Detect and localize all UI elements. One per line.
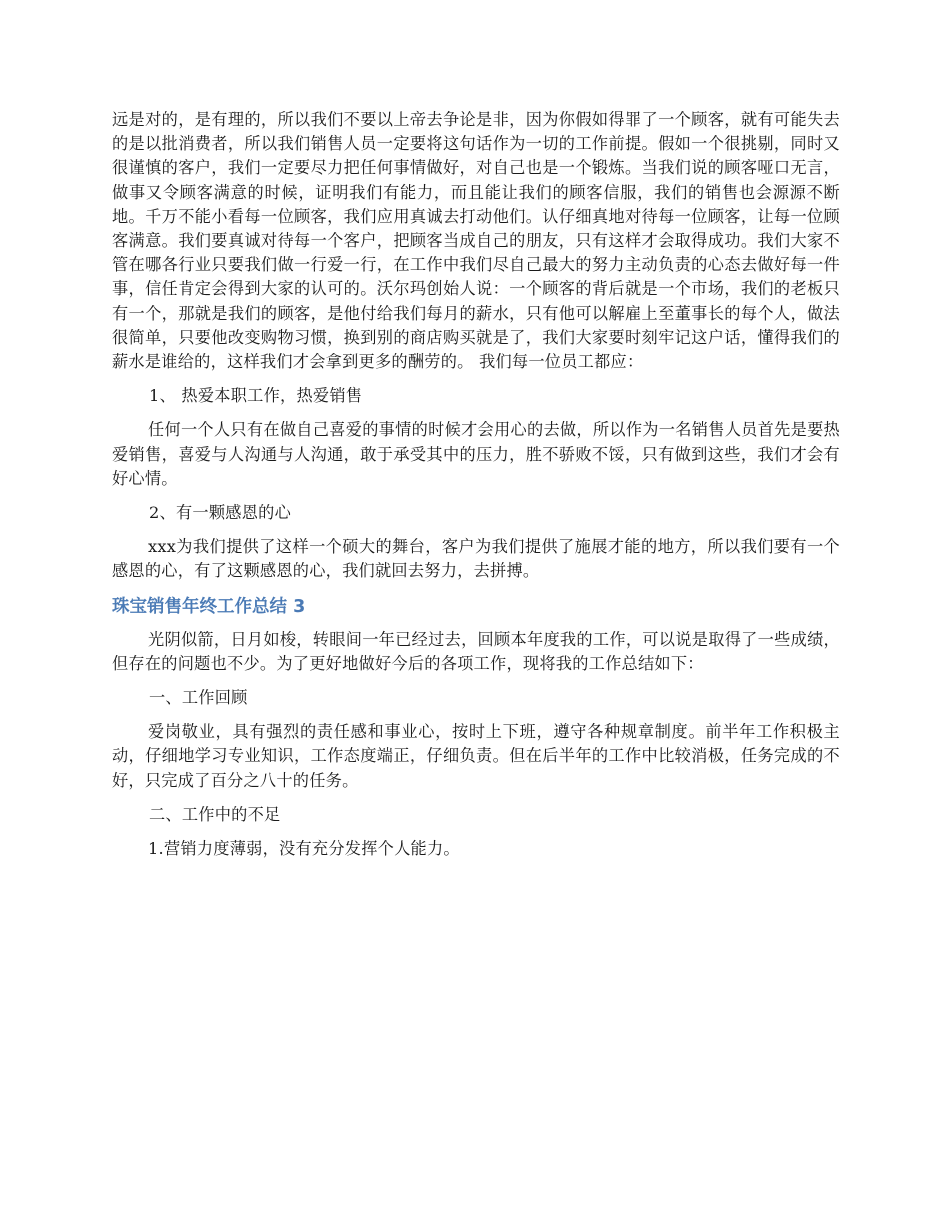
document-page (112, 108, 840, 871)
list-item-body-1: 任何一个人只有在做自己喜爱的事情的时候才会用心的去做，所以作为一名销售人员首先是要热爱销售，喜爱与人沟通与人沟通，敢于承受其中的压力，胜不骄败不馁，只有做到这些，我们才会有好心情。 (112, 420, 840, 488)
list-item-body-2: xxx为我们提供了这样一个硕大的舞台，客户为我们提供了施展才能的地方，所以我们要有一个感恩的心，有了这颗感恩的心，我们就回去努力，去拼搏。 (112, 537, 840, 581)
list-item-title-1: 1、 热爱本职工作，热爱销售 (149, 386, 363, 406)
section-heading: 珠宝销售年终工作总结 3 (112, 596, 306, 617)
subsection-body-1: 爱岗敬业，具有强烈的责任感和事业心，按时上下班，遵守各种规章制度。前半年工作积极主动，仔细地学习专业知识，工作态度端正，仔细负责。但在后半年的工作中比较消极，任务完成的不好，只完成了百分之八十的任务。 (112, 722, 840, 790)
subsection-title-2: 二、工作中的不足 (149, 804, 281, 824)
subsection-title-1: 一、工作回顾 (149, 688, 248, 708)
intro-paragraph: 远是对的，是有理的，所以我们不要以上帝去争论是非，因为你假如得罪了一个顾客，就有可能失去的是以批消费者，所以我们销售人员一定要将这句话作为一切的工作前提。假如一个很挑剔，同时又很谨慎的客户，我们一定要尽力把任何事情做好，对自己也是一个锻炼。当我们说的顾客哑口无言，做事又令顾客满意的时候，证明我们有能力，而且能让我们的顾客信服，我们的销售也会源源不断地。千万不能小看每一位顾客，我们应用真诚去打动他们。认仔细真地对待每一位顾客，让每一位顾客满意。我们要真诚对待每一个客户，把顾客当成自己的朋友，只有这样才会取得成功。我们大家不管在哪各行业只要我们做一行爱一行，在工作中我们尽自己最大的努力主动负责的心态去做好每一件事，信任肯定会得到大家的认可的。沃尔玛创始人说：一个顾客的背后就是一个市场，我们的老板只有一个，那就是我们的顾客，是他付给我们每月的薪水，只有他可以解雇上至董事长的每个人，做法很简单，只要他改变购物习惯，换到别的商店购买就是了，我们大家要时刻牢记这户话，懂得我们的薪水是谁给的，这样我们才会拿到更多的酬劳的。 我们每一位员工都应： (112, 110, 840, 372)
section-intro-paragraph: 光阴似箭，日月如梭，转眼间一年已经过去，回顾本年度我的工作，可以说是取得了一些成绩，但存在的问题也不少。为了更好地做好今后的各项工作，现将我的工作总结如下： (112, 629, 840, 673)
list-item-title-2: 2、有一颗感恩的心 (149, 503, 292, 523)
subsection-item-1: 1.营销力度薄弱，没有充分发挥个人能力。 (148, 839, 460, 859)
